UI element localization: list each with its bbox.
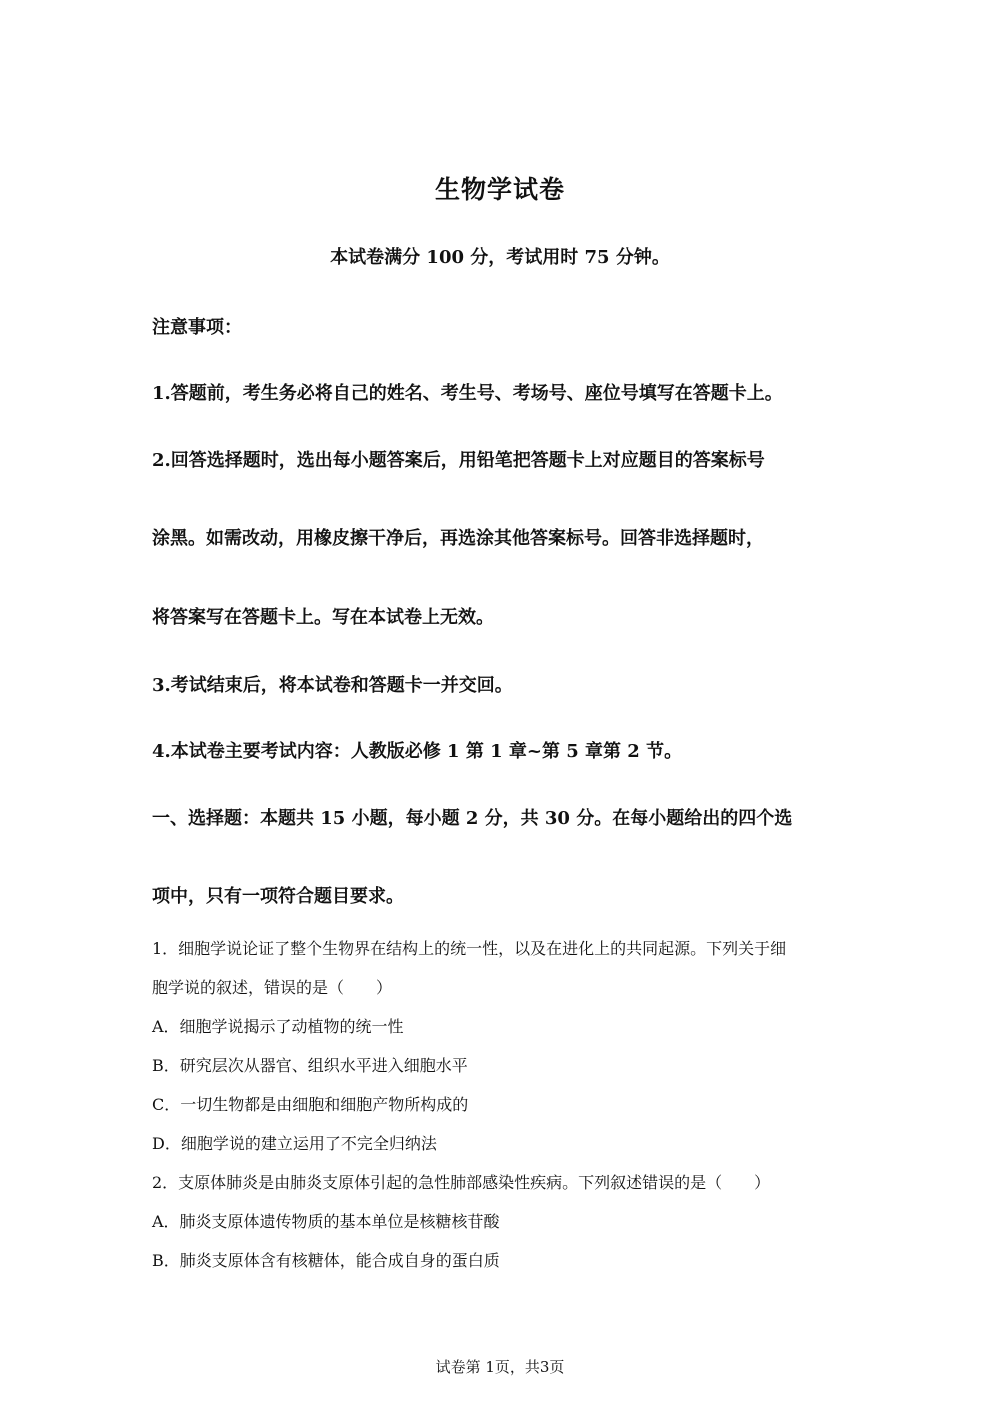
question-1-stem-line-1: 1．细胞学说论证了整个生物界在结构上的统一性，以及在进化上的共同起源。下列关于细 xyxy=(152,939,787,958)
section-heading-line-1: 一、选择题：本题共 15 小题，每小题 2 分，共 30 分。在每小题给出的四个选 xyxy=(152,808,793,829)
exam-info: 本试卷满分 100 分，考试用时 75 分钟。 xyxy=(330,247,670,268)
question-1-option-a: A．细胞学说揭示了动植物的统一性 xyxy=(152,1017,404,1036)
notice-item-2-line-1: 2.回答选择题时，选出每小题答案后，用铅笔把答题卡上对应题目的答案标号 xyxy=(152,450,765,471)
question-1-option-d: D．细胞学说的建立运用了不完全归纳法 xyxy=(152,1134,437,1153)
notice-item-2-line-2: 涂黑。如需改动，用橡皮擦干净后，再选涂其他答案标号。回答非选择题时， xyxy=(152,528,764,549)
question-1-option-b: B．研究层次从器官、组织水平进入细胞水平 xyxy=(152,1056,468,1075)
section-heading-line-2: 项中，只有一项符合题目要求。 xyxy=(152,886,404,907)
notice-item-1: 1.答题前，考生务必将自己的姓名、考生号、考场号、座位号填写在答题卡上。 xyxy=(152,383,783,404)
question-1-option-c: C．一切生物都是由细胞和细胞产物所构成的 xyxy=(152,1095,469,1114)
notice-heading: 注意事项： xyxy=(152,317,242,338)
notice-item-4: 4.本试卷主要考试内容：人教版必修 1 第 1 章~第 5 章第 2 节。 xyxy=(152,741,683,762)
page-title: 生物学试卷 xyxy=(434,175,565,204)
notice-item-2-line-3: 将答案写在答题卡上。写在本试卷上无效。 xyxy=(152,607,494,628)
question-2-stem: 2．支原体肺炎是由肺炎支原体引起的急性肺部感染性疾病。下列叙述错误的是（ ） xyxy=(152,1173,771,1192)
question-1-stem-line-2: 胞学说的叙述，错误的是（ ） xyxy=(152,978,393,997)
page-footer: 试卷第 1页，共3页 xyxy=(435,1358,565,1376)
question-2-option-a: A．肺炎支原体遗传物质的基本单位是核糖核苷酸 xyxy=(152,1212,500,1231)
notice-item-3: 3.考试结束后，将本试卷和答题卡一并交回。 xyxy=(152,675,513,696)
question-2-option-b: B．肺炎支原体含有核糖体，能合成自身的蛋白质 xyxy=(152,1251,500,1270)
